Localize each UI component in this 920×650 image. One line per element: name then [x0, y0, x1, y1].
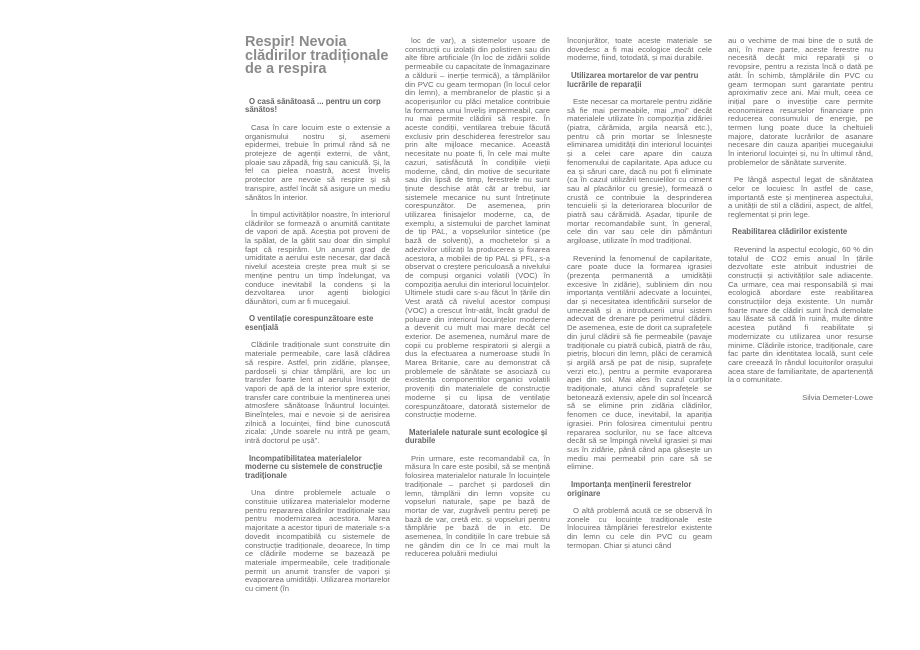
section-heading: Materialele naturale sunt ecologice și durabile	[405, 427, 548, 446]
paragraph: Clădirile tradiționale sunt construite din materiale permeabile, care lasă clădirea să respire. Astfel, prin zidărie, planșee, pardoseli și chiar tâmplării, are loc un transfer foarte lent al aerului însoțit de vapori de apă de la interior spre exterior, transfer care contribuie la menținerea unei atmosfere sănătoase înăuntrul locuinței. Bineînțeles, mai e nevoie și de aerisirea zilnică a locuinței, fiind bine cunoscută zicala: „Unde soarele nu intră pe geam, intră doctorul pe ușă”.	[245, 340, 390, 446]
author-signature: Silvia Demeter-Lowe	[802, 392, 873, 402]
paragraph: loc de var), a sistemelor ușoare de construcții cu izolații din polistiren sau din alte fibre artificiale (în loc de zidării solide permeabile cu capacitate de înmagazinare a căldurii – inerție termică), a tâmplăriilor din PVC cu geam termopan (în locul celor din lemn), a membranelor de plastic și a acoperișurilor cu plăci metalice contribuie la formarea unui înveliș impermeabil, care nu mai permite clădirii să respire. În aceste condiții, ventilarea trebuie făcută exclusiv prin deschiderea ferestrelor sau prin alte mijloace mecanice. Această necesitate nu poate fi, în cele mai multe cazuri, satisfăcută în condițiile vieții moderne, când, din motive de securitate sau din lipsă de timp, ferestrele nu sunt ținute deschise atât cât ar trebui, iar sistemele mecanice nu sunt întreținute corespunzător. De asemenea, prin utilizarea finisajelor moderne, ca, de exemplu, a sistemului de parchet laminat de tip PAL, a vopselurilor sintetice (pe bază de solvenți), a mochetelor și a adezivilor utilizați la producerea și fixarea acestora, a mobilei de tip PAL și PFL, s-a observat o creștere periculoasă a nivelului de compuși organici volatili (VOC) în compoziția aerului din interiorul locuințelor. Ultimele studii care s-au făcut în țările din Vest arată că nivelul acestor compuși (VOC) a crescut într-atât, încât gradul de poluare din interiorul locuințelor moderne a devenit cu mult mai mare decât cel exterior. De asemenea, numărul mare de copii cu probleme respiratorii și alergii a dus la efectuarea a numeroase studii în Marea Britanie, care au demonstrat că problemele de sănătate se asociază cu existența componentilor organici volatili proveniți din materialele de construcție moderne și cu lipsa de ventilație corespunzătoare, datorată sistemelor de construcție moderne.	[405, 36, 550, 420]
paragraph: Revenind la aspectul ecologic, 60 % din totalul de CO2 emis anual în țările dezvoltate este atribuit industriei de construcții și activităților sale adiacente. Ca urmare, cea mai responsabilă și mai ecologică abordare este reabilitarea construcțiilor deja existente. Un număr foarte mare de clădiri sunt încă demolate sau lăsate să cadă în ruină, multe dintre acestea putând fi reabilitate și modernizate cu utilizarea unor resurse minime. Clădirile istorice, tradiționale, care fac parte din identitatea locală, sunt cele care creează în rândul locuitorilor orașului acea stare de familiaritate, de apartenență la o comunitate.	[728, 244, 873, 385]
section-heading: Incompatibilitatea materialelor moderne cu sistemele de construcție tradiționale	[245, 453, 383, 480]
article-title: Respir! Nevoia clădirilor tradiționale de a respira	[245, 34, 389, 78]
column-3	[567, 37, 712, 559]
column-4	[728, 37, 873, 402]
paragraph: Una dintre problemele actuale o constituie utilizarea materialelor moderne pentru repararea clădirilor tradiționale sau pentru modernizarea acestora. Marea majoritate a acestor tipuri de materiale s-a dovedit incompatibilă cu sistemele de construcție tradiționale, deoarece, în timp ce clădirile moderne se bazează pe materiale impermeabile, cele tradiționale permit un anumit transfer de vapori și evaporarea umidității. Utilizarea mortarelor cu ciment (în	[245, 488, 390, 594]
column-2	[405, 37, 550, 568]
paragraph: Casa în care locuim este o extensie a organismului nostru și, asemeni epidermei, trebuie în primul rând să ne protejeze de agenții externi, de vânt, ploaie sau zăpadă, frig sau caniculă. Și, la fel ca pielea noastră, acest înveliș protector are nevoie să respire și să transpire, astfel încât să asigure un mediu sănătos în interior.	[245, 122, 390, 202]
paragraph: înconjurător, toate aceste materiale se dovedesc a fi mai ecologice decât cele moderne, fiind, totodată, și mai durabile.	[567, 36, 712, 63]
section-heading: Reabilitarea clădirilor existente	[732, 227, 848, 237]
section-heading: Importanța menținerii ferestrelor originare	[567, 479, 692, 498]
paragraph: În timpul activităților noastre, în interiorul clădirilor se formează o anumită cantitate de vapori de apă. Aceștia pot proveni de la spălat, de la gătit sau doar din simplul fapt că respirăm. Un anumit grad de umiditate a aerului este necesar, dar dacă nivelul acesteia crește prea mult și se menține pentru un timp îndelungat, va conduce inevitabil la condens și la dezvoltarea unor agenți biologici dăunători, cum ar fi mucegaiul.	[245, 209, 390, 306]
paragraph: au o vechime de mai bine de o sută de ani, în mare parte, aceste ferestre nu necesită decât mici reparații și o revopsire, pentru a rezista încă o dată pe atât. În schimb, tâmplăriile din PVC cu geam termopan sunt garantate pentru aproximativ zece ani. Mai mult, ceea ce inițial pare o investiție care permite economisirea resurselor financiare prin reducerea consumului de energie, pe termen lung poate duce la cheltuieli majore, datorate lucrărilor de asanare necesare din cauza apariției mucegaiului în interiorul locuinței și, nu în ultimul rând, problemelor de sănătate survenite.	[728, 36, 873, 167]
paragraph: Este necesar ca mortarele pentru zidărie să fie mai permeabile, mai „moi” decât materialele utilizate în compoziția zidăriei (piatra, cărămida, argila nearsă etc.), pentru că prin mortar se înlesnește eliminarea umidității din interiorul locuinței și a celei care apare din cauza fenomenului de capilaritate. Apa aduce cu ea și săruri care, dacă nu pot fi eliminate (ca în cazul utilizării tencuielilor cu ciment sau al placărilor cu gresie), formează o crustă ce contribuie la desprinderea tencuielii și la deteriorarea blocurilor de piatră sau cărămidă. Așadar, tipurile de mortar recomandabile sunt, în general, cele din var sau cele din pământuri argiloase, utilizate în mod tradițional.	[567, 96, 712, 246]
section-heading: Utilizarea mortarelor de var pentru lucrările de reparații	[567, 70, 699, 89]
column-1	[245, 36, 390, 602]
section-heading: O ventilație corespunzătoare este esențială	[245, 314, 374, 333]
paragraph: Revenind la fenomenul de capilaritate, care poate duce la formarea igrasiei (prezența permanentă a umidității excesive în zidărie), subliniem din nou importanța ventilării adecvate a locuinței, dar și necesitatea identificării surselor de umezeală și a introducerii unui sistem adecvat de drenare pe perimetrul clădirii. De asemenea, este de dorit ca suprafețele din jurul clădirii să fie permeabile (pavaje tradiționale cu piatră cubică, piatră de râu, pietriș, blocuri din lemn, plăci de ceramică și argilă arsă pe pat de nisip, suprafețe verzi etc.), pentru a permite evaporarea apei din sol. Mai ales în cazul curților tradiționale, atunci când suprafețele se betonează extensiv, apele din sol încearcă să se elimine prin zidăria clădirilor, fenomen ce duce, inevitabil, la apariția igrasiei. Prin folosirea cimentului pentru repararea soclurilor, nu se face altceva decât să se împingă nivelul igrasiei și mai sus în zidărie, până când apa găsește un mediu mai permeabil prin care să se elimine.	[567, 253, 712, 472]
paragraph: O altă problemă acută ce se observă în zonele cu locuințe tradiționale este înlocuirea tâmplăriei ferestrelor existente din lemn cu cele din PVC cu geam termopan. Chiar și atunci când	[567, 505, 712, 550]
paragraph: Pe lângă aspectul legat de sănătatea celor ce locuiesc în astfel de case, importantă este și menținerea aspectului, a unității de stil a clădirii, aspect, de altfel, reglementat și prin lege.	[728, 175, 873, 220]
paragraph: Prin urmare, este recomandabil ca, în măsura în care este posibil, să se mențină folosirea materialelor naturale în locuințele tradiționale – parchet și pardoseli din lemn, tâmplării din lemn vopsite cu vopseluri naturale, șape pe bază de mortar de var, zugrăveli pentru pereți pe bază de var, cretă etc. și vopseluri pentru tâmplărie pe bază de in etc. De asemenea, în condițiile în care trebuie să ne gândim din ce în ce mai mult la reducerea poluării mediului	[405, 453, 550, 559]
section-heading: O casă sănătoasă ... pentru un corp sănătos!	[245, 96, 381, 115]
